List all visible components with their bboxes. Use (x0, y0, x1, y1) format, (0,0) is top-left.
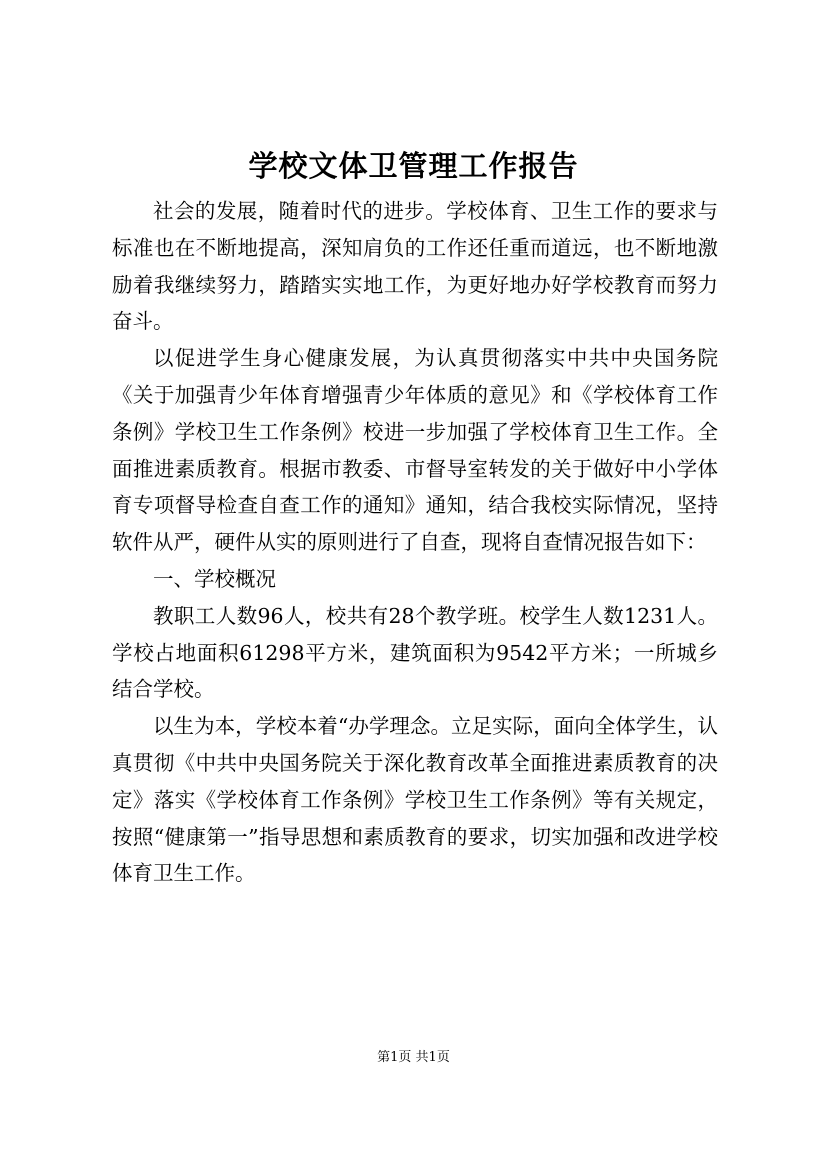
paragraph-philosophy: 以生为本，学校本着“办学理念。立足实际，面向全体学生，认真贯彻《中共中央国务院关于深化教育改革全面推进素质教育的决定》落实《学校体育工作条例》学校卫生工作条例》等有关规定，按照“健康第一”指导思想和素质教育的要求，切实加强和改进学校体育卫生工作。 (112, 714, 718, 886)
paragraph-school-stats: 教职工人数96人，校共有28个教学班。校学生人数1231人。学校占地面积61298平方米，建筑面积为9542平方米；一所城乡结合学校。 (112, 603, 718, 702)
section-heading-school-overview: 一、学校概况 (153, 566, 276, 591)
document-title: 学校文体卫管理工作报告 (248, 149, 579, 183)
document-body (112, 193, 718, 892)
paragraph-background: 以促进学生身心健康发展，为认真贯彻落实中共中央国务院《关于加强青少年体育增强青少年体质的意见》和《学校体育工作条例》学校卫生工作条例》校进一步加强了学校体育卫生工作。全面推进素质教育。根据市教委、市督导室转发的关于做好中小学体育专项督导检查自查工作的通知》通知，结合我校实际情况，坚持软件从严，硬件从实的原则进行了自查，现将自查情况报告如下： (112, 346, 718, 555)
paragraph-intro: 社会的发展，随着时代的进步。学校体育、卫生工作的要求与标准也在不断地提高，深知肩负的工作还任重而道远，也不断地激励着我继续努力，踏踏实实地工作，为更好地办好学校教育而努力奋斗。 (112, 199, 718, 334)
page-footer: 第1页 共1页 (377, 1050, 450, 1065)
